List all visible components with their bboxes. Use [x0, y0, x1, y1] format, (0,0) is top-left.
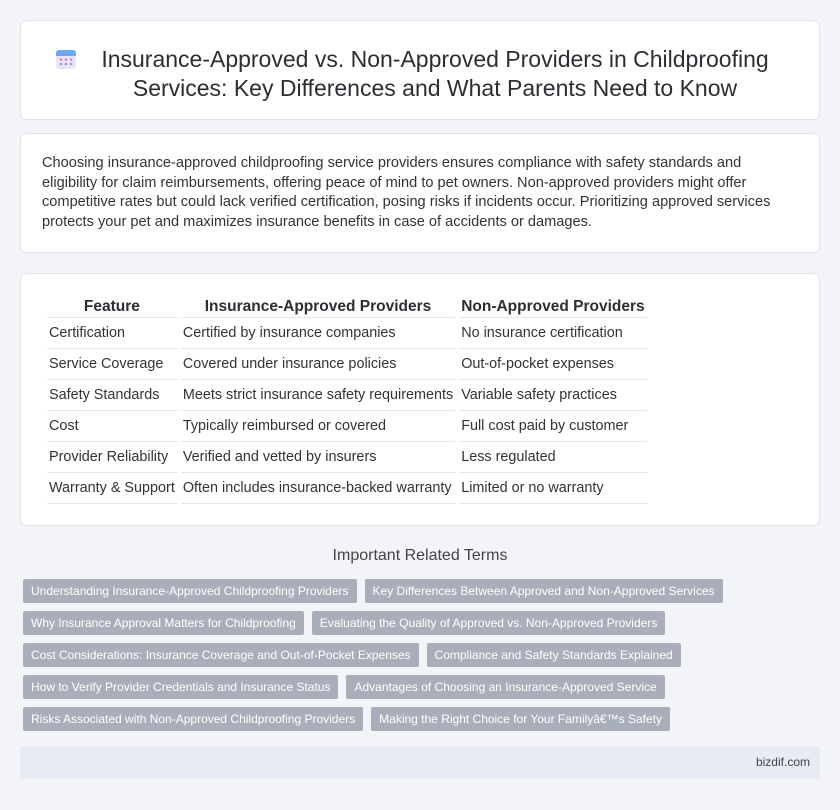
- related-term-tag[interactable]: Compliance and Safety Standards Explained: [427, 643, 681, 667]
- table-cell: Meets strict insurance safety requirements: [181, 380, 455, 411]
- table-cell: Verified and vetted by insurers: [181, 442, 455, 473]
- table-cell: Limited or no warranty: [459, 473, 646, 504]
- table-cell: Warranty & Support: [47, 473, 177, 504]
- table-cell: Variable safety practices: [459, 380, 646, 411]
- page-title: Insurance-Approved vs. Non-Approved Providers in Childproofing Services: Key Differences and What Parents Need to Know: [101, 46, 769, 101]
- related-term-tag[interactable]: Cost Considerations: Insurance Coverage and Out-of-Pocket Expenses: [23, 643, 419, 667]
- comparison-table: [43, 296, 651, 504]
- related-terms-list: [23, 579, 803, 739]
- related-term-tag[interactable]: Advantages of Choosing an Insurance-Approved Service: [346, 675, 664, 699]
- title-wrap: [51, 45, 799, 103]
- tag-row: [23, 611, 803, 635]
- table-row: [47, 473, 647, 504]
- related-terms-title: Important Related Terms: [332, 547, 508, 564]
- column-header-non-approved: Non-Approved Providers: [459, 296, 646, 318]
- tag-row: [23, 675, 803, 699]
- footer: [20, 746, 820, 779]
- tag-row: [23, 579, 803, 603]
- related-term-tag[interactable]: Why Insurance Approval Matters for Childproofing: [23, 611, 304, 635]
- table-row: [47, 349, 647, 380]
- table-cell: Often includes insurance-backed warranty: [181, 473, 455, 504]
- table-cell: Provider Reliability: [47, 442, 177, 473]
- tag-row: [23, 643, 803, 667]
- table-cell: Certification: [47, 318, 177, 349]
- table-row: [47, 380, 647, 411]
- table-header-row: [47, 296, 647, 318]
- intro-card: [20, 133, 820, 253]
- table-cell: Service Coverage: [47, 349, 177, 380]
- table-cell: Certified by insurance companies: [181, 318, 455, 349]
- related-term-tag[interactable]: Risks Associated with Non-Approved Childproofing Providers: [23, 707, 363, 731]
- table-cell: Out-of-pocket expenses: [459, 349, 646, 380]
- table-row: [47, 411, 647, 442]
- tag-row: [23, 707, 803, 731]
- comparison-card: [20, 273, 820, 526]
- table-cell: Safety Standards: [47, 380, 177, 411]
- related-term-tag[interactable]: Key Differences Between Approved and Non-Approved Services: [365, 579, 723, 603]
- table-cell: Typically reimbursed or covered: [181, 411, 455, 442]
- footer-site-link[interactable]: bizdif.com: [755, 755, 810, 769]
- header-card: [20, 20, 820, 120]
- table-cell: Less regulated: [459, 442, 646, 473]
- table-cell: No insurance certification: [459, 318, 646, 349]
- column-header-feature: Feature: [47, 296, 177, 318]
- table-cell: Cost: [47, 411, 177, 442]
- table-cell: Covered under insurance policies: [181, 349, 455, 380]
- intro-paragraph: Choosing insurance-approved childproofing service providers ensures compliance with safety standards and eligibility for claim reimbursements, offering peace of mind to pet owners. Non-approved providers might offer competitive rates but could lack verified certification, posing risks if incidents occur. Prioritizing approved services protects your pet and maximizes insurance benefits in case of accidents or damages.: [42, 155, 771, 230]
- related-term-tag[interactable]: Evaluating the Quality of Approved vs. Non-Approved Providers: [312, 611, 666, 635]
- related-term-tag[interactable]: Understanding Insurance-Approved Childproofing Providers: [23, 579, 357, 603]
- table-row: [47, 318, 647, 349]
- related-term-tag[interactable]: How to Verify Provider Credentials and Insurance Status: [23, 675, 338, 699]
- column-header-approved: Insurance-Approved Providers: [181, 296, 455, 318]
- table-cell: Full cost paid by customer: [459, 411, 646, 442]
- table-row: [47, 442, 647, 473]
- related-term-tag[interactable]: Making the Right Choice for Your Familyâ€™s Safety: [371, 707, 670, 731]
